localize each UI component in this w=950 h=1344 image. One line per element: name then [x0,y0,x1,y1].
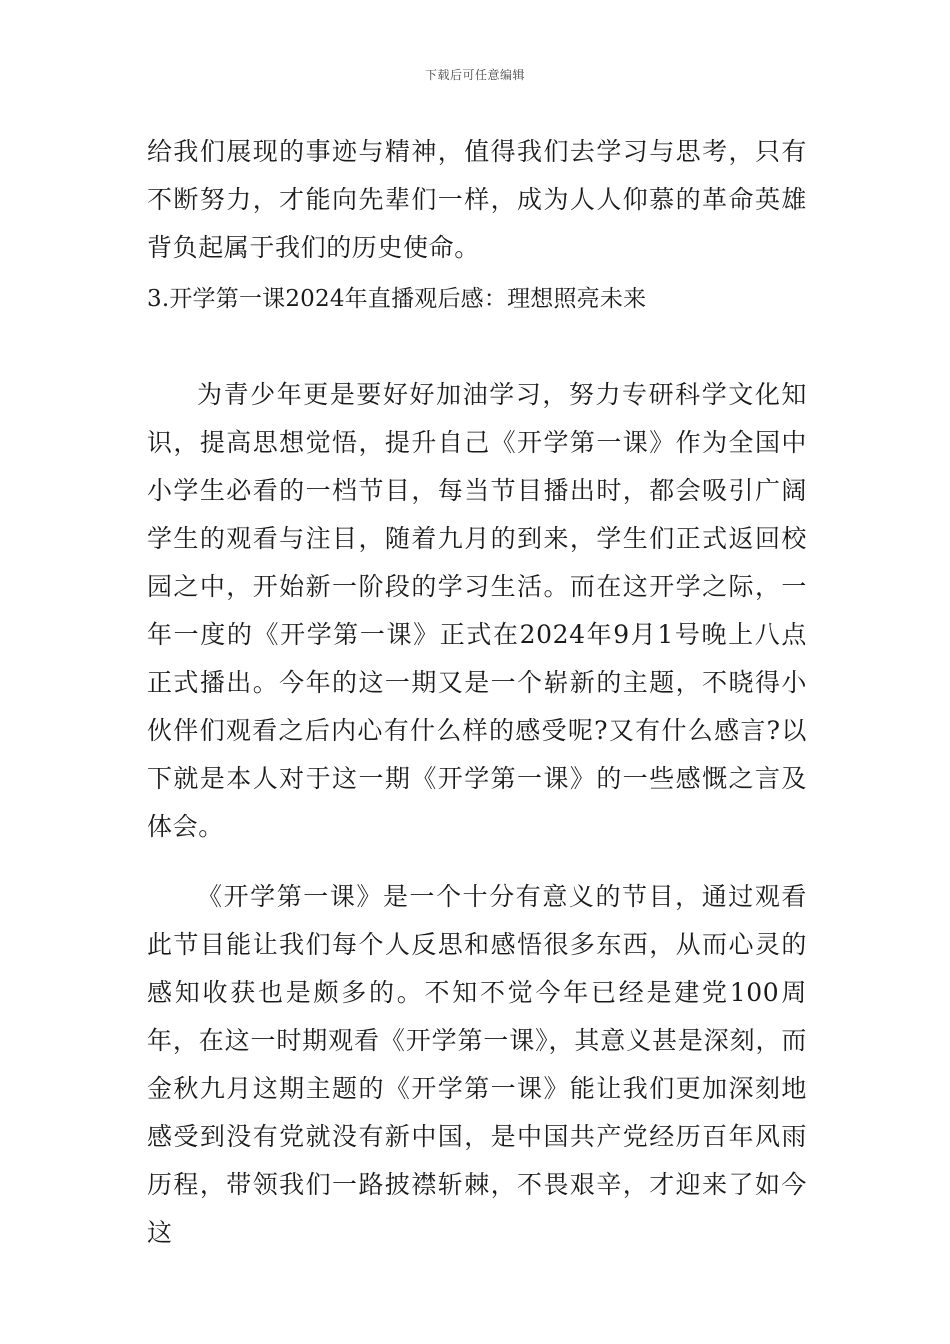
paragraph-1: 为青少年更是要好好加油学习，努力专研科学文化知识，提高思想觉悟，提升自己《开学第一课》作为全国中小学生必看的一档节目，每当节目播出时，都会吸引广阔学生的观看与注目，随着九月的到来，学生们正式返回校园之中，开始新一阶段的学习生活。而在这开学之际，一年一度的《开学第一课》正式在2024年9月1号晚上八点正式播出。今年的这一期又是一个崭新的主题，不晓得小伙伴们观看之后内心有什么样的感受呢?又有什么感言?以下就是本人对于这一期《开学第一课》的一些感慨之言及体会。 [147,380,807,841]
paragraph-continuation: 给我们展现的事迹与精神，值得我们去学习与思考，只有不断努力，才能向先辈们一样，成为人人仰慕的革命英雄背负起属于我们的历史使命。 [147,137,807,262]
section-heading: 3.开学第一课2024年直播观后感：理想照亮未来 [147,286,647,312]
header-note: 下载后可任意编辑 [424,68,525,82]
paragraph-2: 《开学第一课》是一个十分有意义的节目，通过观看此节目能让我们每个人反思和感悟很多东西，从而心灵的感知收获也是颇多的。不知不觉今年已经是建党100周年，在这一时期观看《开学第一课》，其意义甚是深刻，而金秋九月这期主题的《开学第一课》能让我们更加深刻地感受到没有党就没有新中国，是中国共产党经历百年风雨历程，带领我们一路披襟斩棘，不畏艰辛，才迎来了如今这 [147,882,807,1247]
